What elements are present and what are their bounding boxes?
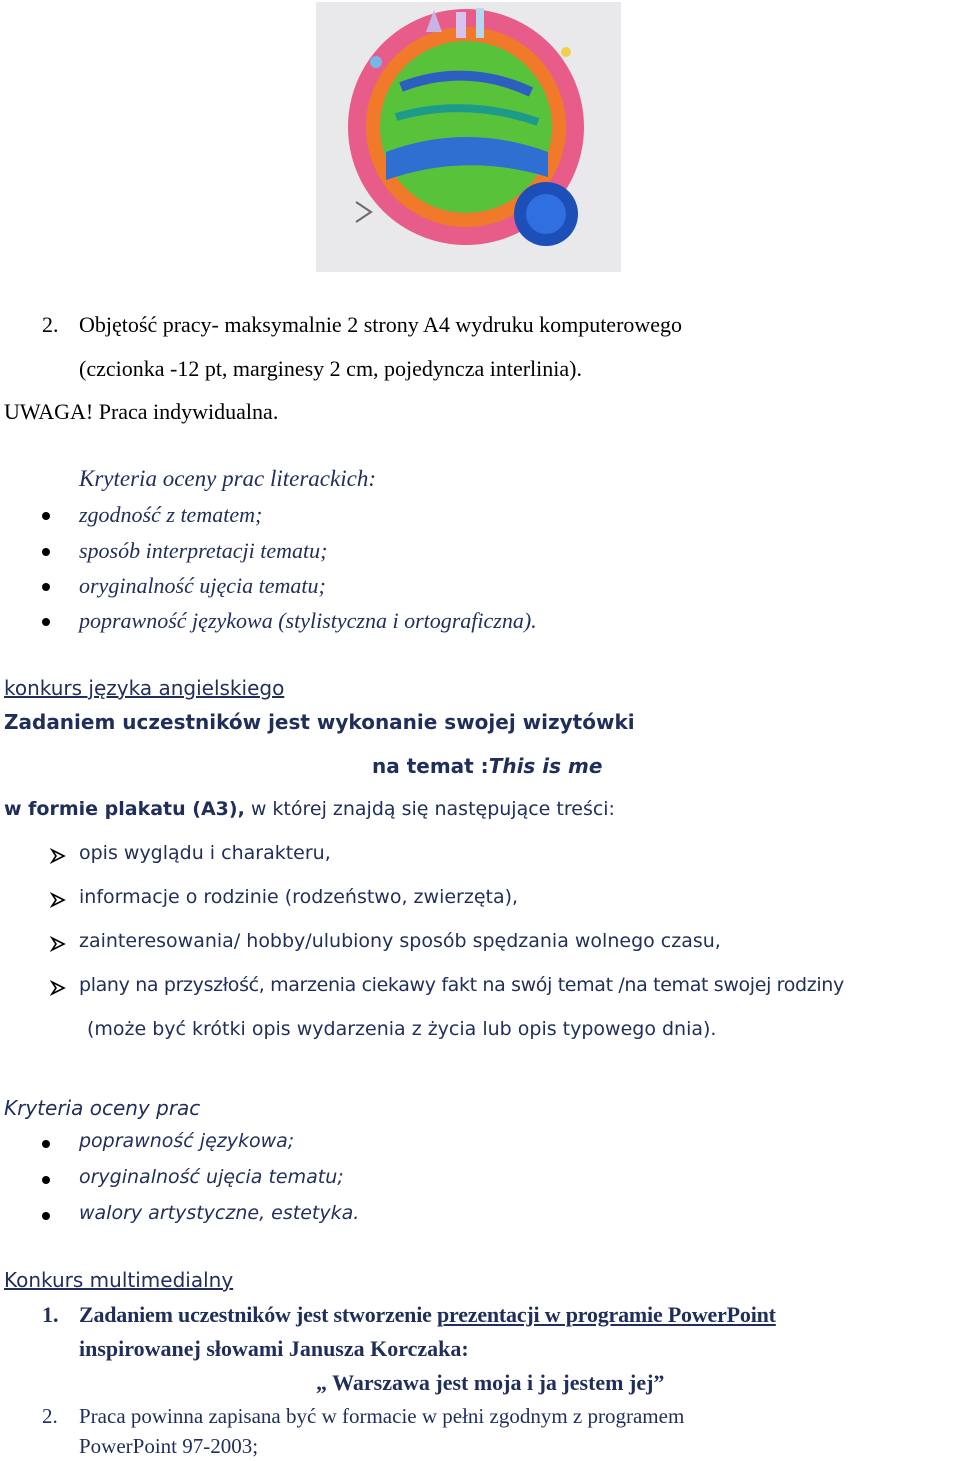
format-line-2: PowerPoint 97-2003; [79, 1434, 259, 1458]
english-heading: konkurs języka angielskiego [4, 676, 285, 700]
poster-illustration [316, 2, 621, 272]
literary-criteria-title: Kryteria oceny prac literackich: [79, 466, 376, 491]
arrow-bullet-icon [50, 980, 66, 996]
list-item-continuation: (może być krótki opis wydarzenia z życia lub opis typowego dnia). [87, 1018, 717, 1040]
list-item: poprawność językowa; [79, 1130, 295, 1152]
list-item: zainteresowania/ hobby/ulubiony sposób spędzania wolnego czasu, [79, 930, 721, 952]
bullet-icon [42, 618, 50, 626]
bullet-icon [42, 1176, 50, 1184]
poster-image [316, 2, 621, 272]
arrow-bullet-icon [50, 936, 66, 952]
task-text: Zadaniem uczestników jest stworzenie [79, 1302, 437, 1327]
list-item: oryginalność ujęcia tematu; [79, 573, 326, 598]
list-item: informacje o rodzinie (rodzeństwo, zwierzęta), [79, 886, 519, 908]
format-line-1: Praca powinna zapisana być w formacie w pełni zgodnym z programem [79, 1404, 685, 1428]
list-item: zgodność z tematem; [79, 502, 263, 527]
volume-line-1: Objętość pracy- maksymalnie 2 strony A4 wydruku komputerowego [79, 312, 683, 337]
bullet-icon [42, 1212, 50, 1220]
list-number: 2. [42, 1404, 58, 1428]
topic-line [372, 754, 602, 778]
multimedia-task [79, 1302, 776, 1328]
bullet-icon [42, 548, 50, 556]
list-item: walory artystyczne, estetyka. [79, 1202, 360, 1224]
form-rest: w której znajdą się następujące treści: [244, 798, 615, 820]
english-task: Zadaniem uczestników jest wykonanie swojej wizytówki [4, 710, 635, 734]
multimedia-heading: Konkurs multimedialny [4, 1268, 234, 1292]
list-item: oryginalność ujęcia tematu; [79, 1166, 344, 1188]
bullet-icon [42, 512, 50, 520]
list-item: plany na przyszłość, marzenia ciekawy fakt na swój temat /na temat swojej rodziny [79, 974, 844, 996]
form-bold: w formie plakatu (A3), [4, 798, 245, 820]
list-item: opis wyglądu i charakteru, [79, 842, 331, 864]
bullet-icon [42, 583, 50, 591]
multimedia-task-line-2: inspirowanej słowami Janusza Korczaka: [79, 1336, 469, 1361]
inner-land [380, 41, 552, 213]
uwaga-note: UWAGA! Praca indywidualna. [4, 399, 279, 424]
list-item: poprawność językowa (stylistyczna i ortograficzna). [79, 608, 537, 633]
arrow-bullet-icon [50, 848, 66, 864]
english-criteria-title: Kryteria oceny prac [4, 1096, 201, 1120]
topic-value: This is me [488, 754, 603, 778]
task-underlined: prezentacji w programie PowerPoint [437, 1302, 776, 1327]
arrow-bullet-icon [50, 892, 66, 908]
list-number: 2. [42, 312, 59, 337]
form-line [4, 798, 615, 820]
list-number: 1. [42, 1302, 59, 1327]
bullet-icon [42, 1140, 50, 1148]
korczak-quote: „ Warszawa jest moja i ja jestem jej” [316, 1370, 665, 1395]
topic-label: na temat : [372, 754, 489, 778]
volume-line-2: (czcionka -12 pt, marginesy 2 cm, pojedyncza interlinia). [79, 356, 582, 381]
list-item: sposób interpretacji tematu; [79, 538, 328, 563]
